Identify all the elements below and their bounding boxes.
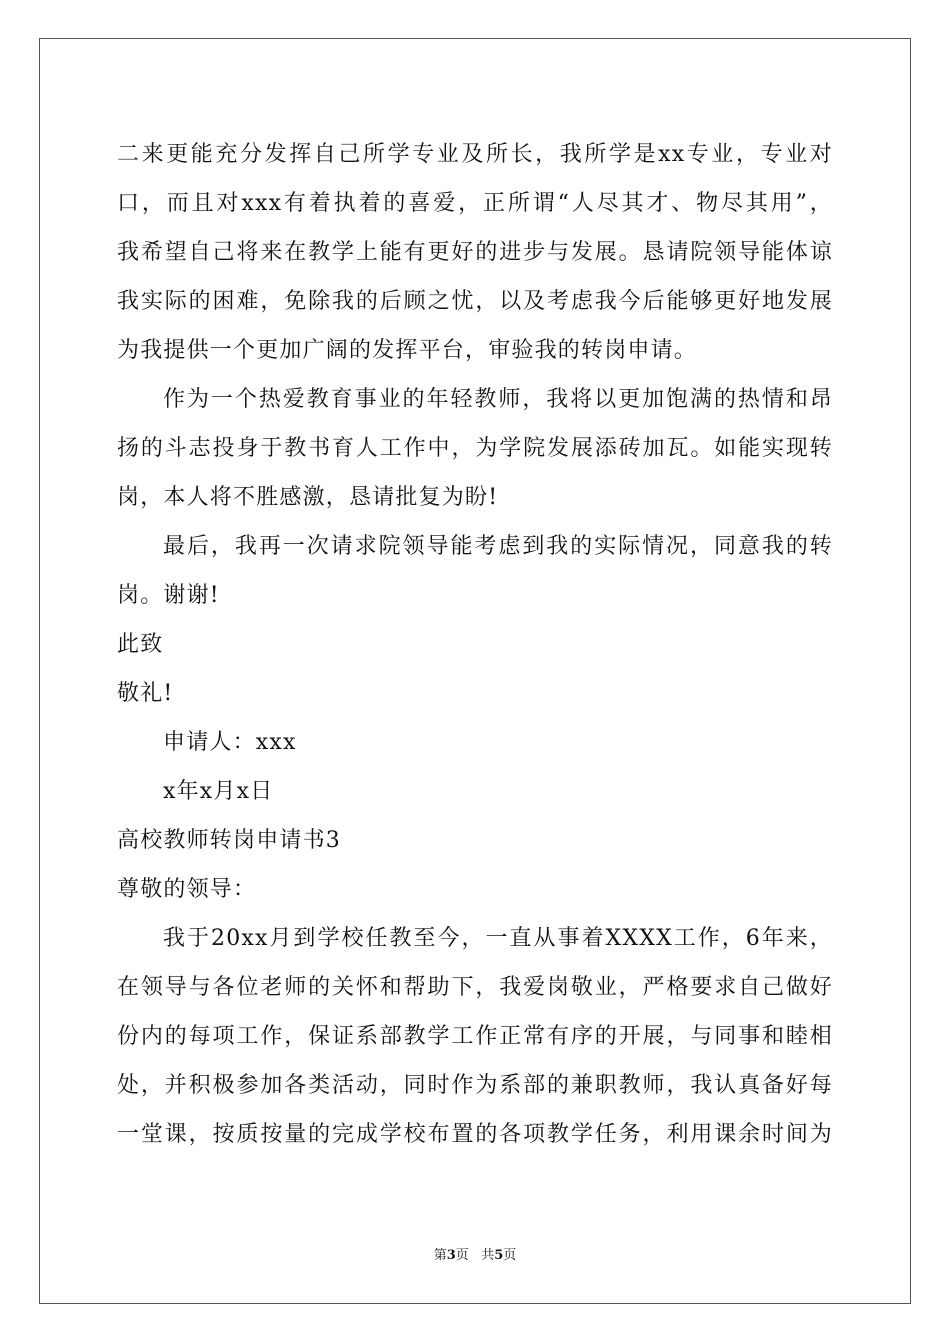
paragraph-start-line: 我于20xx月到学校任教至今，一直从事着XXXX工作，6年来， bbox=[163, 926, 833, 951]
text-line: 扬的斗志投身于教书育人工作中，为学院发展添砖加瓦。如能实现转 bbox=[117, 436, 833, 461]
page-prefix: 第 bbox=[433, 1248, 447, 1263]
page-suffix: 页 bbox=[455, 1248, 469, 1263]
closing-regards: 敬礼! bbox=[117, 681, 174, 706]
section-title: 高校教师转岗申请书3 bbox=[117, 828, 341, 853]
date-line: x年x月x日 bbox=[163, 779, 274, 804]
text-line: 为我提供一个更加广阔的发挥平台，审验我的转岗申请。 bbox=[117, 338, 698, 363]
text-line: 在领导与各位老师的关怀和帮助下，我爱岗敬业，严格要求自己做好 bbox=[117, 975, 833, 1000]
paragraph-start-line: 最后，我再一次请求院领导能考虑到我的实际情况，同意我的转 bbox=[163, 534, 833, 559]
closing-salutation: 此致 bbox=[117, 632, 164, 657]
text-line: 一堂课，按质按量的完成学校布置的各项教学任务，利用课余时间为 bbox=[117, 1122, 833, 1147]
page-number-total: 5 bbox=[494, 1248, 504, 1263]
greeting-line: 尊敬的领导： bbox=[117, 877, 257, 902]
total-suffix: 页 bbox=[503, 1248, 517, 1263]
text-line: 口，而且对xxx有着执着的喜爱，正所谓“人尽其才、物尽其用”， bbox=[117, 191, 833, 216]
page-footer bbox=[0, 1247, 950, 1265]
page-number-current: 3 bbox=[446, 1248, 456, 1263]
text-line: 岗，本人将不胜感激，恳请批复为盼! bbox=[117, 485, 499, 510]
applicant-line: 申请人：xxx bbox=[163, 730, 297, 755]
text-line: 我实际的困难，免除我的后顾之忧，以及考虑我今后能够更好地发展 bbox=[117, 289, 833, 314]
text-line: 我希望自己将来在教学上能有更好的进步与发展。恳请院领导能体谅 bbox=[117, 240, 833, 265]
text-line: 岗。谢谢! bbox=[117, 583, 220, 608]
text-line: 份内的每项工作，保证系部教学工作正常有序的开展，与同事和睦相 bbox=[117, 1024, 833, 1049]
total-prefix: 共 bbox=[481, 1248, 495, 1263]
document-body bbox=[117, 130, 833, 1159]
text-line: 处，并积极参加各类活动，同时作为系部的兼职教师，我认真备好每 bbox=[117, 1073, 833, 1098]
paragraph-start-line: 作为一个热爱教育事业的年轻教师，我将以更加饱满的热情和昂 bbox=[163, 387, 833, 412]
text-line: 二来更能充分发挥自己所学专业及所长，我所学是xx专业，专业对 bbox=[117, 142, 833, 167]
